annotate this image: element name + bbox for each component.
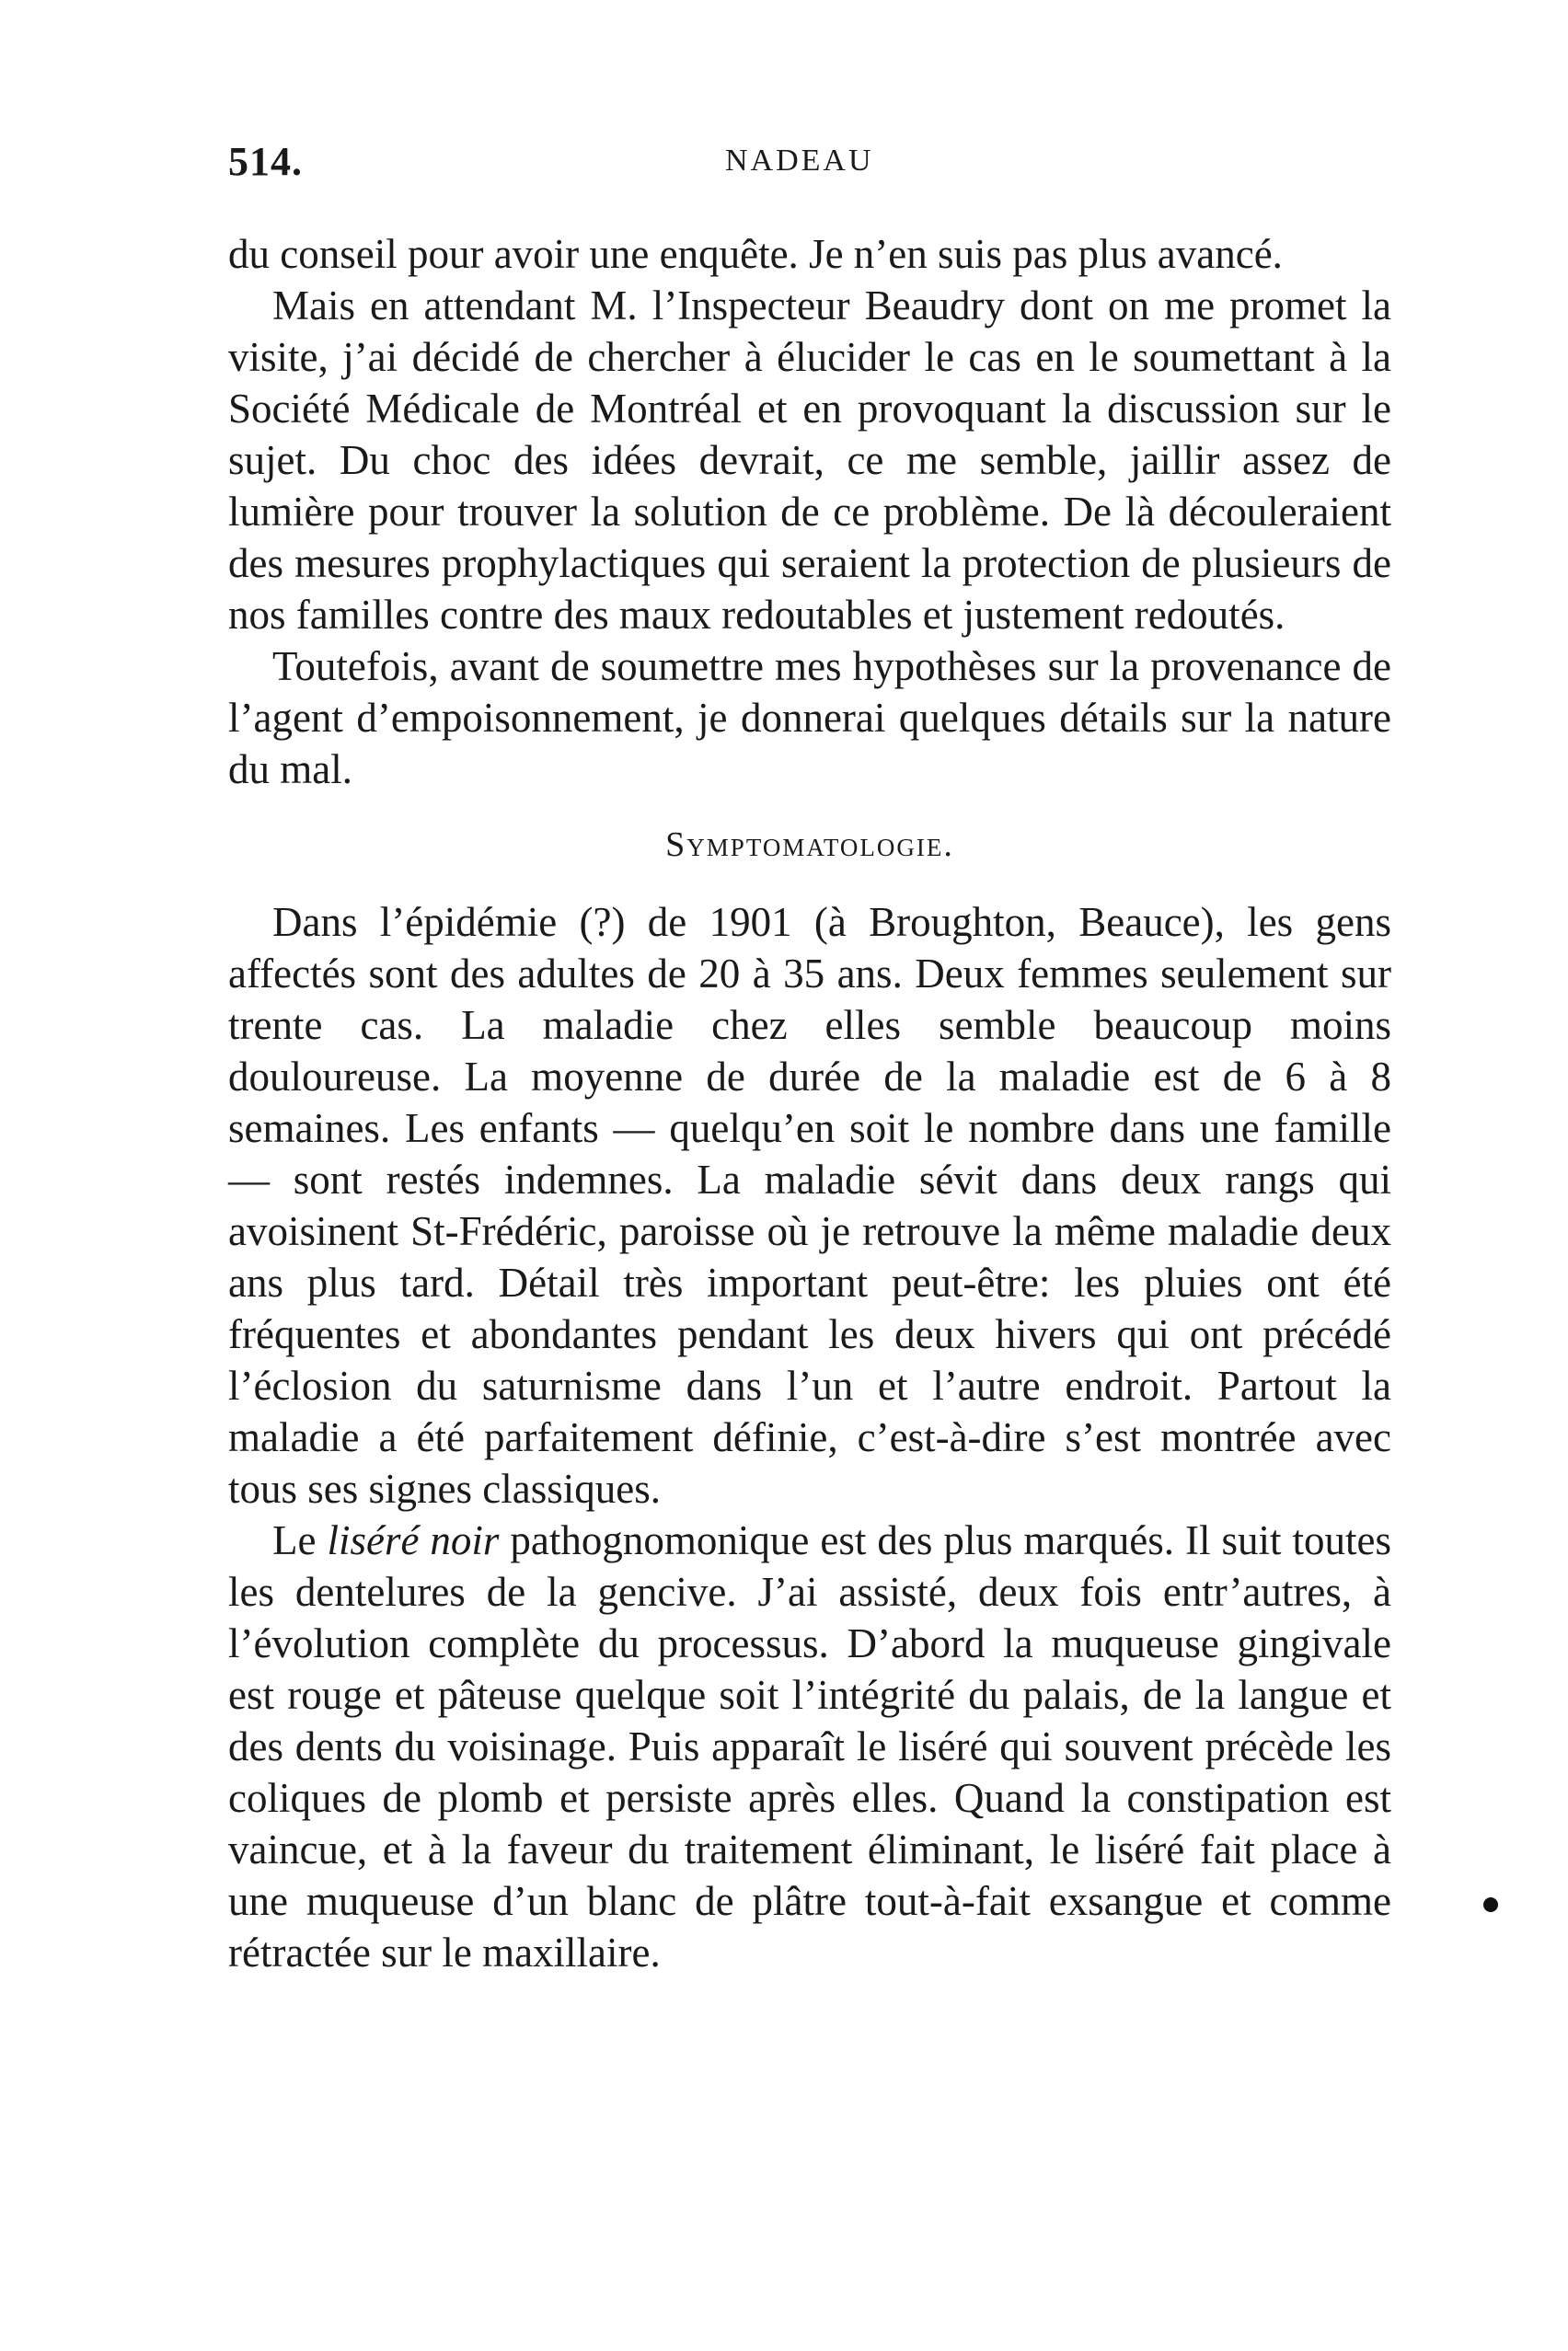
paragraph-5-rest: pathognomonique est des plus marqués. Il suit toutes les dentelures de la gencive. J’ai assisté, deux fois entr’autres, à l’évolution complète du processus. D’abord la muqueuse gingivale est rouge et pâteuse quelque soit l’intégrité du palais, de la langue et des dents du voisinage. Puis apparaît le liséré qui souvent précède les coliques de plomb et persiste après elles. Quand la constipation est vaincue, et à la faveur du traitement éliminant, le liséré fait place à une muqueuse d’un blanc de plâtre tout-à-fait exsangue et comme rétractée sur le maxillaire.: [228, 1517, 1391, 1976]
paragraph-5-italic-term: liséré noir: [327, 1517, 500, 1563]
margin-ink-dot: [1483, 1897, 1498, 1912]
paragraph-4: Dans l’épidémie (?) de 1901 (à Broughton, Beauce), les gens affectés sont des adultes de 20 à 35 ans. Deux femmes seulement sur trente cas. La maladie chez elles semble beaucoup moins douloureuse. La moyenne de durée de la maladie est de 6 à 8 semaines. Les enfants — quelqu’en soit le nombre dans une famille — sont restés indemnes. La maladie sévit dans deux rangs qui avoisinent St-Frédéric, paroisse où je retrouve la même maladie deux ans plus tard. Détail très important peut-être: les pluies ont été fréquentes et abondantes pendant les deux hivers qui ont précédé l’éclosion du saturnisme dans l’un et l’autre endroit. Partout la maladie a été parfaitement définie, c’est-à-dire s’est montrée avec tous ses signes classiques.: [228, 899, 1391, 1512]
running-title: NADEAU: [725, 144, 874, 178]
paragraph-2: Mais en attendant M. l’Inspecteur Beaudry dont on me promet la visite, j’ai décidé de chercher à élucider le cas en le soumettant à la Société Médicale de Montréal et en provoquant la discussion sur le sujet. Du choc des idées devrait, ce me semble, jaillir assez de lumière pour trouver la solution de ce problème. De là découleraient des mesures prophylactiques qui seraient la protection de plusieurs de nos familles contre des maux redoutables et justement redoutés.: [228, 282, 1391, 638]
paragraph-1: du conseil pour avoir une enquête. Je n’en suis pas plus avancé.: [228, 231, 1283, 277]
page-body: [228, 138, 1391, 1978]
section-heading: Symptomatologie.: [665, 825, 954, 864]
paragraph-5: [228, 1515, 1391, 1978]
paragraph-3: Toutefois, avant de soumettre mes hypothèses sur la provenance de l’agent d’empoisonnement, je donnerai quelques détails sur la nature du mal.: [228, 643, 1391, 792]
paragraph-5-start: Le: [272, 1517, 328, 1563]
page-number: 514.: [228, 139, 303, 184]
running-head: [228, 138, 1391, 193]
